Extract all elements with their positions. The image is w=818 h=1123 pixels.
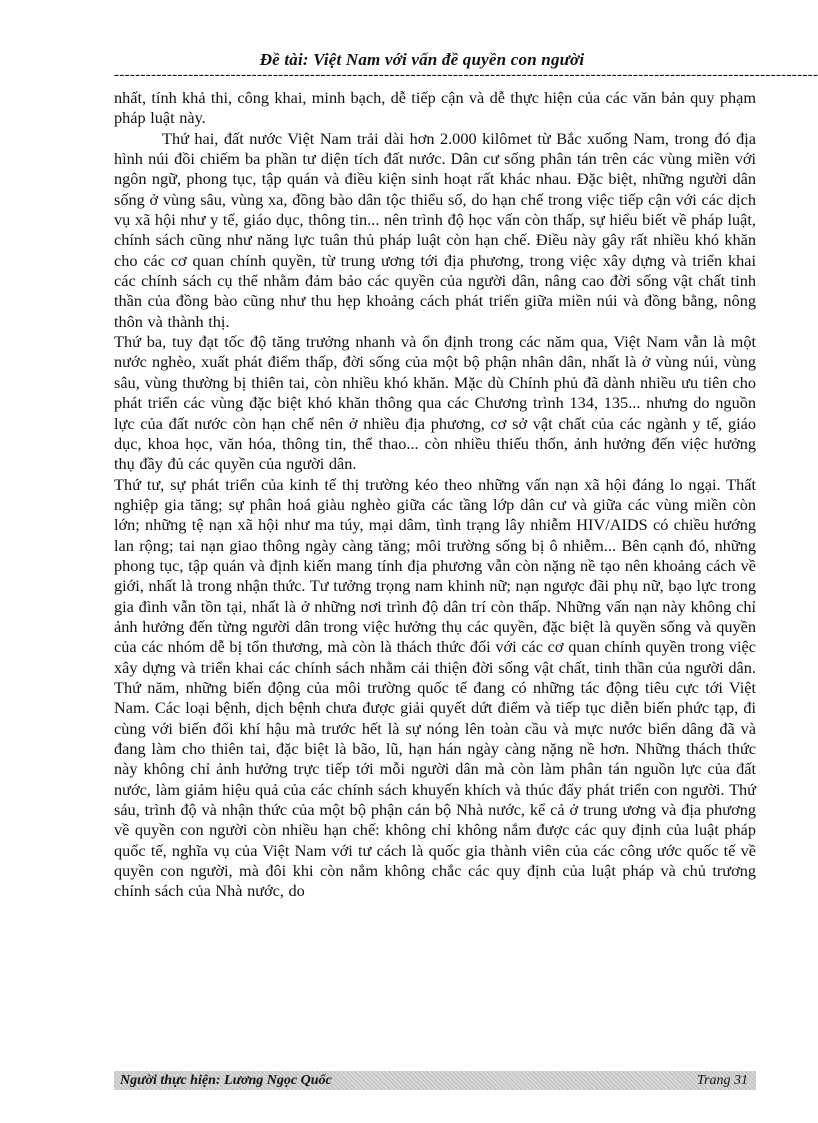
footer-author: Người thực hiện: Lương Ngọc Quốc	[120, 1073, 332, 1088]
paragraph-thu-hai: Thứ hai, đất nước Việt Nam trải dài hơn 2.000 kilômet từ Bắc xuống Nam, trong đó địa hình núi đồi chiếm ba phần tư diện tích đất nước. Dân cư sống phân tán trên các vùng miền với ngôn ngữ, phong tục, tập quán và điều kiện sinh hoạt rất khác nhau. Đặc biệt, những người dân sống ở vùng sâu, vùng xa, đồng bào dân tộc thiểu số, do hạn chế trong việc tiếp cận với các dịch vụ xã hội như y tế, giáo dục, thông tin... nên trình độ học vấn còn thấp, sự hiểu biết về pháp luật, chính sách cũng như năng lực tuân thủ pháp luật còn hạn chế. Điều này gây rất nhiều khó khăn cho các cơ quan chính quyền, từ trung ương tới địa phương, trong việc xây dựng và triển khai các chính sách cụ thể nhằm đảm bảo các quyền của người dân, nâng cao đời sống vật chất tinh thần của đồng bào cũng như thu hẹp khoảng cách phát triển giữa miền núi và đồng bằng, nông thôn và thành thị.	[114, 128, 756, 331]
paragraph-continuation: nhất, tính khả thi, công khai, minh bạch, dễ tiếp cận và dễ thực hiện của các văn bản quy phạm pháp luật này.	[114, 88, 756, 128]
document-body	[114, 88, 756, 902]
footer-page-number: Trang 31	[697, 1073, 748, 1088]
paragraph-thu-ba: Thứ ba, tuy đạt tốc độ tăng trưởng nhanh và ổn định trong các năm qua, Việt Nam vẫn là một nước nghèo, xuất phát điểm thấp, đời sống của một bộ phận nhân dân, nhất là ở vùng núi, vùng sâu, vùng thường bị thiên tai, còn nhiều khó khăn. Mặc dù Chính phủ đã dành nhiều ưu tiên cho phát triển các vùng đặc biệt khó khăn thông qua các Chương trình 134, 135... nhưng do nguồn lực của đất nước còn hạn chế nên ở nhiều địa phương, cơ sở vật chất của các ngành y tế, giáo dục, khoa học, văn hóa, thông tin, thể thao... còn nhiều thiếu thốn, ảnh hưởng đến việc hưởng thụ đầy đủ các quyền của người dân.	[114, 332, 756, 474]
page-footer	[114, 1071, 756, 1090]
paragraph-thu-tu: Thứ tư, sự phát triển của kinh tế thị trường kéo theo những vấn nạn xã hội đáng lo ngại. Thất nghiệp gia tăng; sự phân hoá giàu nghèo giữa các tầng lớp dân cư và giữa các vùng miền còn lớn; những tệ nạn xã hội như ma túy, mại dâm, tình trạng lây nhiễm HIV/AIDS có chiều hướng lan rộng; tai nạn giao thông ngày càng tăng; môi trường sống bị ô nhiễm... Bên cạnh đó, những phong tục, tập quán và định kiến mang tính địa phương vẫn còn nặng nề tạo nên khoảng cách về giới, nhất là trong nhận thức. Tư tưởng trọng nam khinh nữ; nạn ngược đãi phụ nữ, bạo lực trong gia đình vẫn tồn tại, nhất là ở những nơi trình độ dân trí còn thấp. Những vấn nạn này không chỉ ảnh hưởng đến từng người dân trong việc hưởng thụ các quyền, đặc biệt là quyền sống và quyền của các nhóm dễ bị tổn thương, mà còn là thách thức đối với các cơ quan chính quyền trong việc xây dựng và triển khai các chính sách nhằm cải thiện đời sống vật chất, tinh thần của người dân. Thứ năm, những biến động của môi trường quốc tế đang có những tác động tiêu cực tới Việt Nam. Các loại bệnh, dịch bệnh chưa được giải quyết dứt điểm và tiếp tục diễn biến phức tạp, đi cùng với biến đổi khí hậu mà trước hết là sự nóng lên toàn cầu và mực nước biển dâng đã và đang làm cho thiên tai, đặc biệt là bão, lũ, hạn hán ngày càng nặng nề hơn. Những thách thức này không chỉ ảnh hưởng trực tiếp tới mỗi người dân mà còn làm phân tán nguồn lực của đất nước, làm giảm hiệu quả của các chính sách khuyến khích và thúc đẩy phát triển con người. Thứ sáu, trình độ và nhận thức của một bộ phận cán bộ Nhà nước, kể cả ở trung ương và địa phương về quyền con người còn nhiều hạn chế: không chỉ không nắm được các quy định của luật pháp quốc tế, nghĩa vụ của Việt Nam với tư cách là quốc gia thành viên của các công ước quốc tế về quyền con người, mà đôi khi còn nắm không chắc các quy định của luật pháp và chủ trương chính sách của Nhà nước, do	[114, 474, 756, 901]
header-divider: -------------------------------------------------------------------------------------------------------------------------------------	[114, 67, 818, 83]
page-header-title: Đề tài: Việt Nam với vấn đề quyền con người	[259, 50, 585, 69]
